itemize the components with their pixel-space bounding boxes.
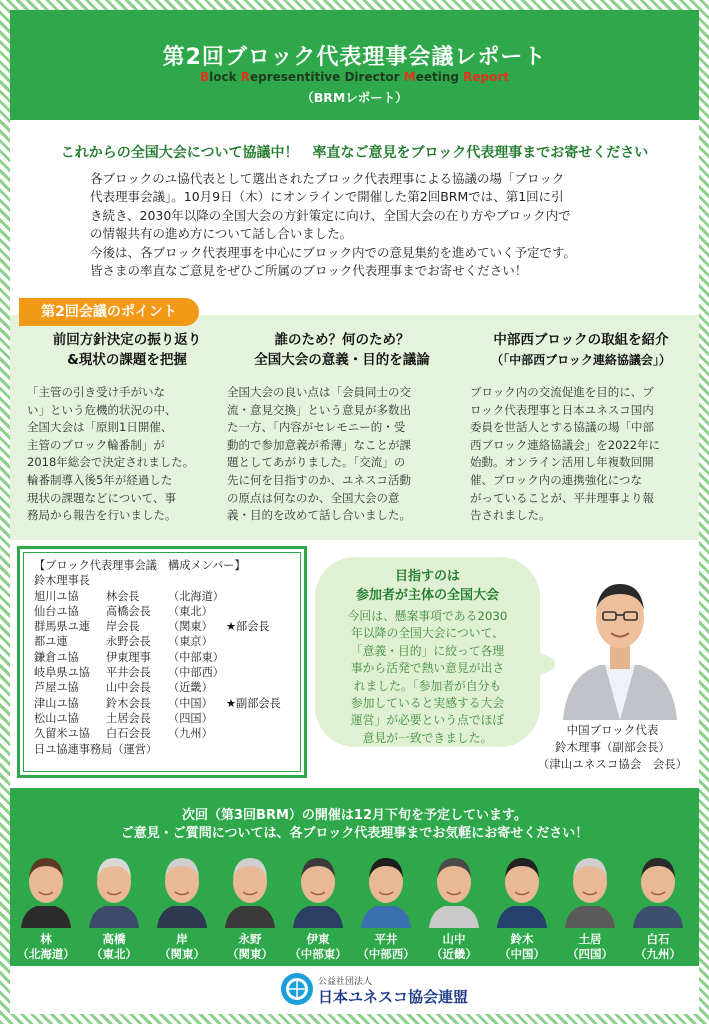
representative [489,848,555,962]
representative-photo [627,848,689,928]
member-row: 芦屋ユ協 山中会長 （近畿） [34,681,213,695]
representative-photo [219,848,281,928]
representative-region: （関東） [159,947,205,961]
representative-photo [151,848,213,928]
lead-line: 各ブロックのユ協代表として選出されたブロック代表理事による協議の場「ブロック [90,171,565,186]
point-column-chubu-west [470,330,692,525]
representative-name: 岸 [176,932,188,946]
member-row: 旭川ユ協 林会長 （北海道） [34,589,224,603]
point-heading: （「中部西ブロック連絡協議会」） [491,353,671,367]
representative-name: 伊東 [306,932,330,946]
lead-line: 代表理事会議」。10月9日（木）にオンラインで開催した第2回BRMでは、第1回に引 [90,189,564,205]
report-header [10,10,699,120]
representative-region: （中部東） [289,947,347,961]
member-row: 都ユ連 永野会長 （東京） [34,635,213,649]
representative-photo [491,848,553,928]
representative-region: （関東） [227,947,273,961]
representative-name: 平井 [374,932,398,946]
report-english-subtitle: Block Representitive Director Meeting Report [199,70,510,84]
lead-body [90,170,680,280]
point-heading: 誰のため？何のため？ [274,332,410,348]
bubble-body: 今回は、懸案事項である2030 年以降の全国大会について、 「意義・目的」に絞って各理 事から活発で熱い意見が出さ れました。「参加者が自分も 参加していると実感する大会 運営」が必要という点でほぼ 意見が一致できました。 [347,609,508,745]
points-tab-label: 第2回会議のポイント [19,298,199,326]
member-row: 津山ユ協 鈴木会長 （中国） ★副部会長 [34,696,281,710]
representative-name: 白石 [646,932,670,946]
bubble-heading: 参加者が主体の全国大会 [355,588,499,603]
speech-bubble [315,557,540,747]
representative-name: 山中 [442,932,466,946]
report-short-name: （BRMレポート） [301,90,408,105]
lead-line: き続き、2030年以降の全国大会の方針策定に向け、全国大会の在り方やブロック内で [90,207,571,223]
representative [421,848,487,962]
portrait-photo [555,570,685,720]
representative-photo [355,848,417,928]
representative-name: 鈴木 [510,932,534,946]
point-body: 「主管の引き受け手がいな い」という危機的状況の中、 全国大会は「原則1日開催、 主管のブロック輪番制」が 2018年総会で決定されました。 輪番制導入後5年が経過した 現状の課題などについて、事 務局から報告を行いました。 [27,385,195,523]
members-chair: 鈴木理事長 [34,574,90,588]
logo-name: 日本ユネスコ協会連盟 [318,988,469,1006]
members-secretariat: 日ユ協連事務局（運営） [34,742,158,756]
member-row: 仙台ユ協 高橋会長 （東北） [34,604,213,618]
point-body: ブロック内の交流促進を目的に、ブ ロック代表理事と日本ユネスコ国内 委員を世話人とする協議の場「中部 西ブロック連絡協議会」を2022年に 始動。オンライン活用し年複数回開 催、ブロック内の連携強化につな がっていることが、平井理事より報 告されました。 [470,385,661,523]
representative-name: 永野 [238,932,262,946]
representative-photo [287,848,349,928]
members-list [23,552,301,772]
member-row: 松山ユ協 土居会長 （四国） [34,711,213,725]
representative-region: （九州） [635,947,681,961]
representative-region: （四国） [567,947,613,961]
representative-photo [423,848,485,928]
point-heading: 全国大会の意義・目的を議論 [254,352,430,368]
representative-name: 土居 [578,932,602,946]
representative-photo [15,848,77,928]
representative [13,848,79,962]
next-meeting-notice: 次回（第3回BRM）の開催は12月下旬を予定しています。 [182,808,527,823]
representative [149,848,215,962]
representative-region: （中国） [499,947,545,961]
page-frame [10,10,699,1014]
lead-heading: これからの全国大会について協議中！ 率直なご意見をブロック代表理事までお寄せください [60,145,649,161]
representative [81,848,147,962]
representative-region: （東北） [91,947,137,961]
representative-photo [559,848,621,928]
member-row: 鎌倉ユ協 伊東理事 （中部東） [34,650,224,664]
representative-region: （中部西） [357,947,415,961]
representative-photo [83,848,145,928]
lead-line: 皆さまの率直なご意見をぜひご所属のブロック代表理事までお寄せください！ [90,263,528,279]
members-title: 【ブロック代表理事会議 構成メンバー】 [34,559,246,572]
lead-line: 今後は、各ブロック代表理事を中心にブロック内での意見集約を進めていく予定です。 [90,244,577,260]
member-row: 久留米ユ協 白石会長 （九州） [34,727,213,741]
report-title: 第2回ブロック代表理事会議レポート [162,45,547,70]
logo-subtext: 公益社団法人 [318,977,373,987]
representative [625,848,691,962]
contact-notice: ご意見・ご質問については、各ブロック代表理事までお気軽にお寄せください！ [120,826,589,841]
point-body: 全国大会の良い点は「会員同士の交 流・意見交換」という意見が多数出 た一方、「内容がセレモニー的・受 動的で参加意義が希薄」なことが課 題としてあがりました。「交流」の 先に何を目指すのか、ユネスコ活動 の原点は何なのか、全国大会の意 義・目的を改めて話し合いました。 [227,385,411,523]
representative-region: （近畿） [431,947,477,961]
point-heading: 前回方針決定の振り返り [52,332,202,348]
point-heading: 中部西ブロックの取組を紹介 [493,332,669,348]
point-column-review [27,330,227,525]
representative [285,848,351,962]
bubble-heading: 目指すのは [394,569,460,584]
representative [353,848,419,962]
portrait-caption: 中国ブロック代表 鈴木理事（副部会長） （津山ユネスコ協会 会長） [537,723,688,771]
representative [217,848,283,962]
lead-line: の情報共有の進め方について話し合いました。 [90,226,353,242]
member-row: 岐阜県ユ協 平井会長 （中部西） [34,666,224,680]
footer-band [10,788,699,966]
members-box [17,546,307,778]
representative-region: （北海道） [17,947,75,961]
member-row: 群馬県ユ連 岸会長 （関東） ★部会長 [34,620,270,634]
representative-name: 高橋 [102,932,126,946]
representative [557,848,623,962]
point-column-purpose [227,330,457,525]
point-heading: &現状の課題を把握 [67,352,187,368]
unesco-globe-icon [280,972,314,1006]
representative-name: 林 [40,932,52,946]
